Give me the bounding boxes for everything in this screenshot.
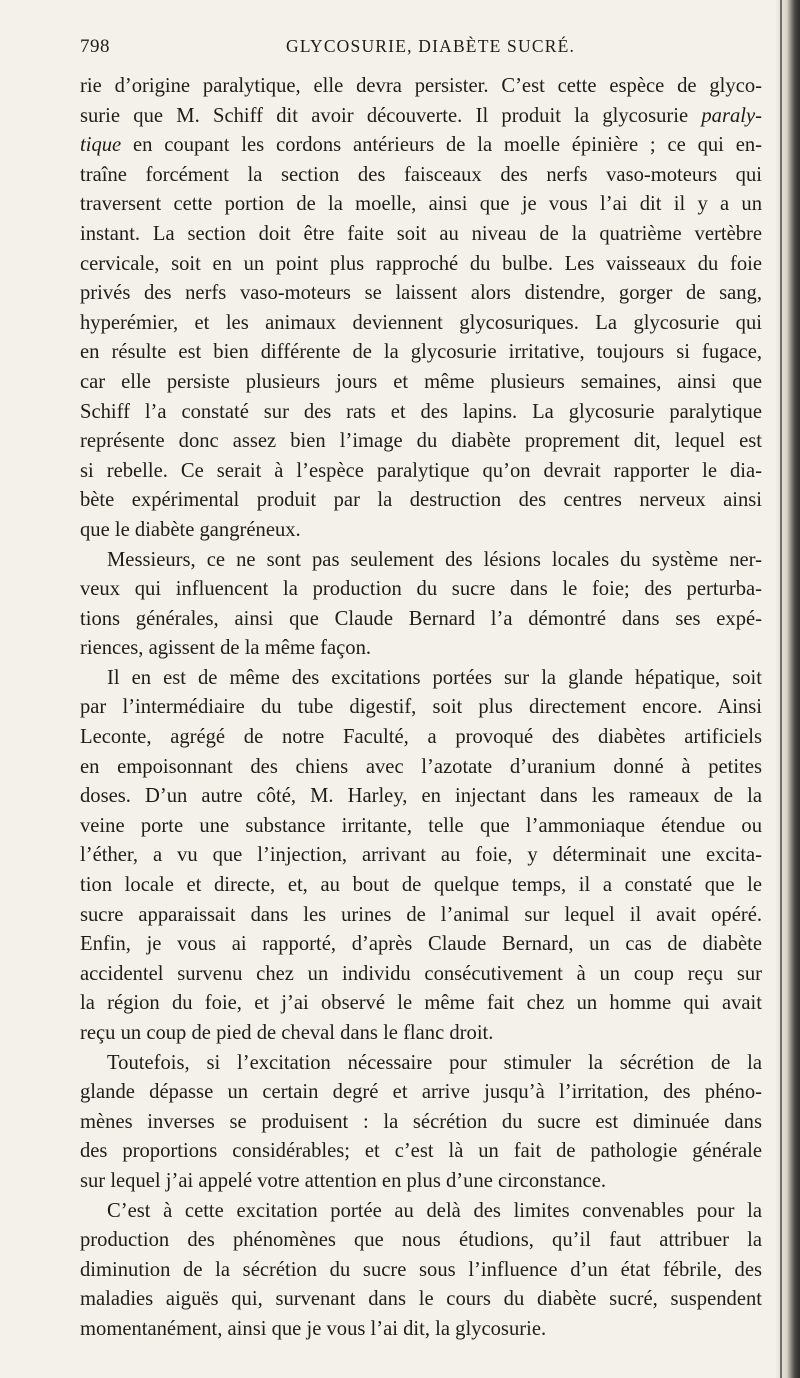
- text-line: Schiff l’a constaté sur des rats et des lapins. La glycosurie paralytique: [80, 400, 762, 423]
- text-line: bète expérimental produit par la destruction des centres nerveux ainsi: [80, 489, 762, 512]
- text-line: en empoisonnant des chiens avec l’azotate d’uranium donné à petites: [80, 755, 762, 778]
- text-line: privés des nerfs vaso-moteurs se laissent alors distendre, gorger de sang,: [80, 282, 762, 305]
- text-line: veux qui influencent la production du sucre dans le foie; des perturba-: [80, 578, 762, 601]
- text-line: sur lequel j’ai appelé votre attention en plus d’une circonstance.: [80, 1169, 607, 1192]
- text-line: Toutefois, si l’excitation nécessaire pour stimuler la sécrétion de la: [107, 1051, 762, 1074]
- text-line: doses. D’un autre côté, M. Harley, en injectant dans les rameaux de la: [80, 785, 762, 808]
- text-line: momentanément, ainsi que je vous l’ai dit, la glycosurie.: [80, 1317, 547, 1340]
- text-line: l’éther, a vu que l’injection, arrivant au foie, y déterminait une excita-: [80, 844, 762, 867]
- text-line: traversent cette portion de la moelle, ainsi que je vous l’ai dit il y a un: [80, 193, 762, 216]
- text-line: maladies aiguës qui, survenant dans le cours du diabète sucré, suspendent: [80, 1288, 762, 1311]
- text-line: représente donc assez bien l’image du diabète proprement dit, lequel est: [80, 430, 762, 453]
- text-line: Il en est de même des excitations portées sur la glande hépatique, soit: [107, 666, 762, 689]
- text-line: instant. La section doit être faite soit au niveau de la quatrième vertèbre: [80, 222, 762, 245]
- text-line: surie que M. Schiff dit avoir découverte. Il produit la glycosurie paraly-: [80, 104, 762, 127]
- page-header: [80, 36, 760, 64]
- text-line: que le diabète gangréneux.: [80, 518, 301, 541]
- text-line: accidentel survenu chez un individu consécutivement à un coup reçu sur: [80, 962, 762, 985]
- text-line: des proportions considérables; et c’est là un fait de pathologie générale: [80, 1140, 762, 1163]
- text-line: la région du foie, et j’ai observé le même fait chez un homme qui avait: [80, 992, 762, 1015]
- text-line: en résulte est bien différente de la glycosurie irritative, toujours si fugace,: [80, 341, 762, 364]
- body-text: [80, 72, 762, 1345]
- text-line: reçu un coup de pied de cheval dans le flanc droit.: [80, 1022, 494, 1044]
- text-line: Messieurs, ce ne sont pas seulement des lésions locales du système ner-: [107, 548, 762, 571]
- text-line: Enfin, je vous ai rapporté, d’après Claude Bernard, un cas de diabète: [80, 933, 762, 956]
- text-line: par l’intermédiaire du tube digestif, soit plus directement encore. Ainsi: [80, 696, 762, 719]
- text-line: tique en coupant les cordons antérieurs de la moelle épinière ; ce qui en-: [80, 134, 762, 157]
- text-line: traîne forcément la section des faisceaux des nerfs vaso-moteurs qui: [80, 163, 762, 186]
- running-head: GLYCOSURIE, DIABÈTE SUCRÉ.: [286, 36, 576, 56]
- page-number: 798: [80, 36, 110, 57]
- text-line: hyperémier, et les animaux deviennent glycosuriques. La glycosurie qui: [80, 311, 762, 334]
- text-line: riences, agissent de la même façon.: [80, 637, 372, 660]
- text-line: tions générales, ainsi que Claude Bernard l’a démontré dans ses expé-: [80, 607, 762, 630]
- text-line: si rebelle. Ce serait à l’espèce paralytique qu’on devrait rapporter le dia-: [80, 459, 762, 482]
- text-line: sucre apparaissait dans les urines de l’animal sur lequel il avait opéré.: [80, 903, 762, 926]
- text-line: diminution de la sécrétion du sucre sous l’influence d’un état fébrile, des: [80, 1258, 762, 1281]
- text-line: cervicale, soit en un point plus rapproché du bulbe. Les vaisseaux du foie: [80, 252, 762, 275]
- text-line: veine porte une substance irritante, telle que l’ammoniaque étendue ou: [80, 814, 762, 837]
- text-line: Leconte, agrégé de notre Faculté, a provoqué des diabètes artificiels: [80, 726, 762, 749]
- text-line: production des phénomènes que nous étudions, qu’il faut attribuer la: [80, 1229, 762, 1252]
- text-line: mènes inverses se produisent : la sécrétion du sucre est diminuée dans: [80, 1110, 762, 1133]
- page-edge-line: [780, 0, 782, 1378]
- text-line: glande dépasse un certain degré et arrive jusqu’à l’irritation, des phéno-: [80, 1081, 762, 1104]
- text-line: car elle persiste plusieurs jours et même plusieurs semaines, ainsi que: [80, 370, 762, 393]
- text-line: tion locale et directe, et, au bout de quelque temps, il a constaté que le: [80, 874, 762, 897]
- text-line: rie d’origine paralytique, elle devra persister. C’est cette espèce de glyco-: [80, 75, 762, 97]
- text-line: C’est à cette excitation portée au delà des limites convenables pour la: [107, 1199, 762, 1222]
